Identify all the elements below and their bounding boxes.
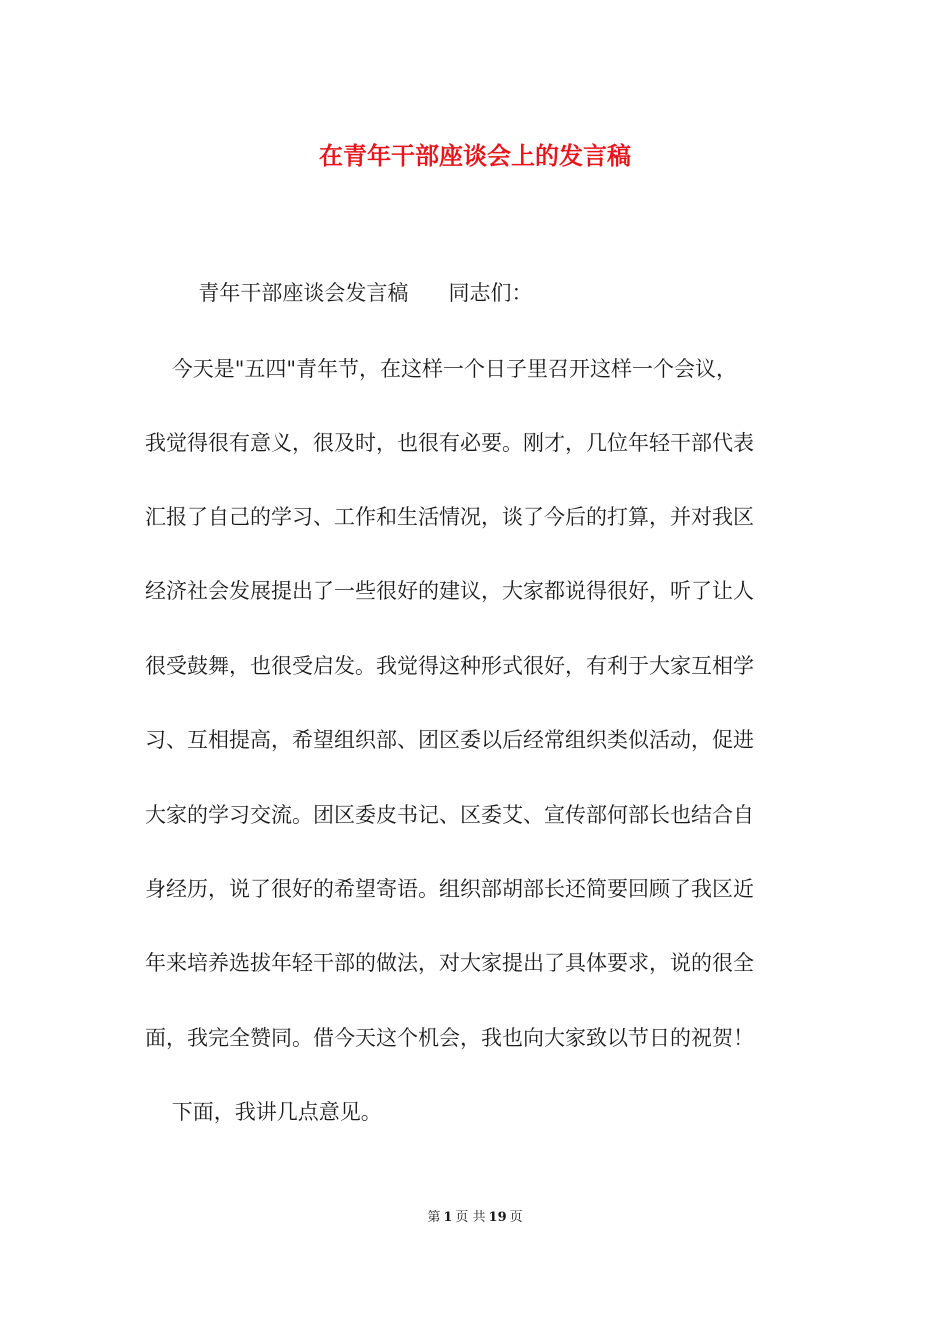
paragraph-line: 身经历，说了很好的希望寄语。组织部胡部长还简要回顾了我区近 — [145, 877, 754, 901]
paragraph-line: 面，我完全赞同。借今天这个机会，我也向大家致以节日的祝贺！ — [145, 1026, 754, 1050]
footer-suffix: 页 — [509, 1210, 523, 1225]
footer-prefix: 第 — [427, 1210, 441, 1225]
footer-middle: 页 共 — [455, 1210, 486, 1225]
paragraph-line: 我觉得很有意义，很及时，也很有必要。刚才，几位年轻干部代表 — [145, 431, 754, 455]
paragraph-line: 今天是"五四"青年节，在这样一个日子里召开这样一个会议， — [145, 357, 738, 381]
document-title: 在青年干部座谈会上的发言稿 — [319, 141, 631, 170]
paragraph-line: 习、互相提高，希望组织部、团区委以后经常组织类似活动，促进 — [145, 728, 754, 752]
paragraph-line: 经济社会发展提出了一些很好的建议，大家都说得很好，听了让人 — [145, 579, 754, 603]
paragraph-line: 汇报了自己的学习、工作和生活情况，谈了今后的打算，并对我区 — [145, 505, 754, 529]
paragraph-line: 大家的学习交流。团区委皮书记、区委艾、宣传部何部长也结合自 — [145, 803, 754, 827]
footer-total-pages: 19 — [488, 1210, 507, 1225]
paragraph-line: 很受鼓舞，也很受启发。我觉得这种形式很好，有利于大家互相学 — [145, 654, 754, 678]
page-number-footer — [0, 1208, 950, 1228]
salutation-line: 青年干部座谈会发言稿 同志们： — [145, 281, 533, 305]
footer-current-page: 1 — [443, 1210, 453, 1225]
paragraph-line: 年来培养选拔年轻干部的做法，对大家提出了具体要求，说的很全 — [145, 951, 754, 975]
paragraph-line: 下面，我讲几点意见。 — [145, 1100, 382, 1124]
